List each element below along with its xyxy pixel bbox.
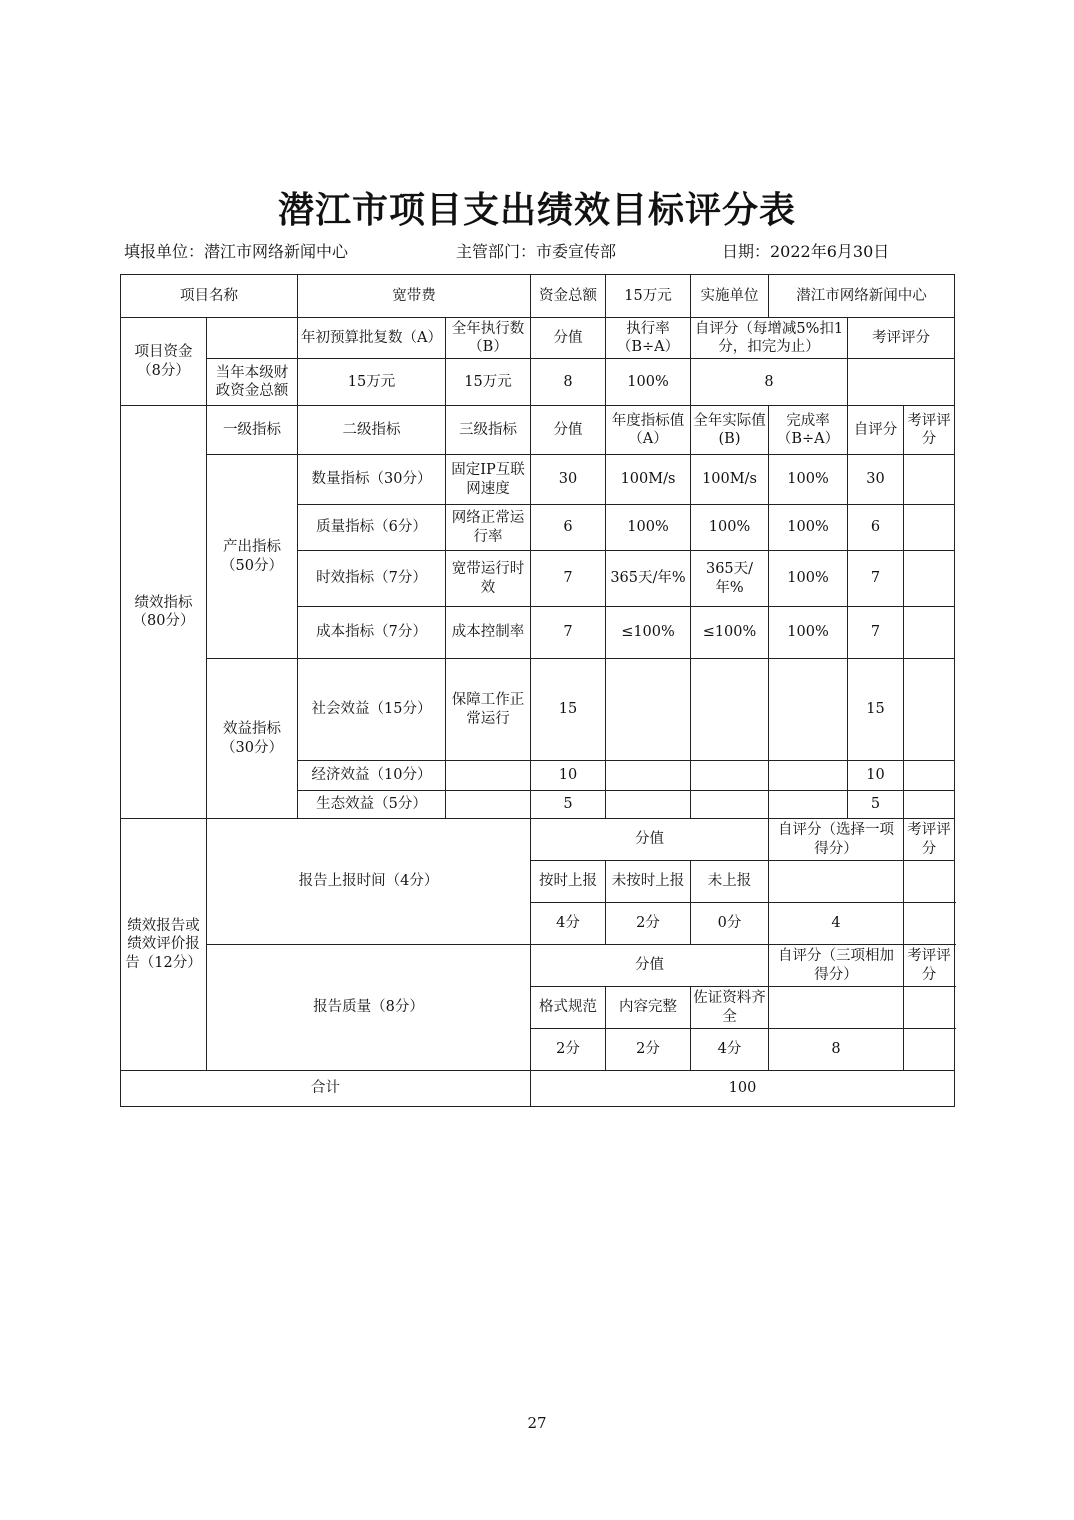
- review-score-cell: [904, 455, 955, 505]
- rate-cell: [769, 761, 848, 791]
- rate-cell: [769, 791, 848, 819]
- perf-section-label: 绩效指标（80分）: [121, 406, 207, 819]
- report-time-points: 0分: [691, 903, 769, 945]
- target-cell: [606, 791, 691, 819]
- self-score-cell: 15: [848, 659, 904, 761]
- report-quality-option: 佐证资料齐全: [691, 987, 769, 1029]
- supervising-dept: 主管部门：市委宣传部: [456, 242, 617, 261]
- perf-header: 完成率（B÷A）: [769, 406, 848, 455]
- perf-header: 全年实际值(B): [691, 406, 769, 455]
- report-time-option: 按时上报: [531, 861, 606, 903]
- level2-cell: 数量指标（30分）: [298, 455, 446, 505]
- self-score-cell: 7: [848, 551, 904, 607]
- review-score-cell: [904, 761, 955, 791]
- total-value: 100: [531, 1071, 955, 1107]
- total-funds: 15万元: [606, 275, 691, 318]
- project-name: 宽带费: [298, 275, 531, 318]
- score-cell: 7: [531, 551, 606, 607]
- report-time-label: 报告上报时间（4分）: [207, 819, 531, 945]
- review-score-cell: [904, 659, 955, 761]
- report-time-review-empty: [904, 861, 955, 903]
- report-time-review-score: [904, 903, 955, 945]
- total-funds-label: 资金总额: [531, 275, 606, 318]
- rate-cell: 100%: [769, 607, 848, 659]
- reporting-unit: 填报单位：潜江市网络新闻中心: [124, 242, 349, 261]
- level3-cell: 保障工作正常运行: [446, 659, 531, 761]
- score-cell: 7: [531, 607, 606, 659]
- report-quality-review-empty: [904, 987, 955, 1029]
- level2-cell: 生态效益（5分）: [298, 791, 446, 819]
- target-cell: 100%: [606, 505, 691, 551]
- level3-cell: 固定IP互联网速度: [446, 455, 531, 505]
- report-section-label: 绩效报告或绩效评价报告（12分）: [121, 819, 207, 1071]
- report-quality-label: 报告质量（8分）: [207, 945, 531, 1071]
- page-number: 27: [527, 1414, 547, 1432]
- score-cell: 5: [531, 791, 606, 819]
- rate-cell: 100%: [769, 551, 848, 607]
- target-cell: [606, 659, 691, 761]
- funds-budget: 15万元: [298, 359, 446, 406]
- report-quality-score-label: 分值: [531, 945, 769, 987]
- report-quality-self-score: 8: [769, 1029, 904, 1071]
- review-score-cell: [904, 791, 955, 819]
- funds-self: 8: [691, 359, 848, 406]
- review-score-cell: [904, 551, 955, 607]
- funds-col-exec: 全年执行数（B）: [446, 318, 531, 359]
- page-title: 潜江市项目支出绩效目标评分表: [277, 189, 796, 231]
- perf-header: 考评评分: [904, 406, 955, 455]
- perf-header: 年度指标值（A）: [606, 406, 691, 455]
- score-cell: 30: [531, 455, 606, 505]
- impl-unit-label: 实施单位: [691, 275, 769, 318]
- funds-col-review: 考评评分: [848, 318, 955, 359]
- level3-cell: 成本控制率: [446, 607, 531, 659]
- self-score-cell: 5: [848, 791, 904, 819]
- perf-header: 一级指标: [207, 406, 298, 455]
- report-quality-self-empty: [769, 987, 904, 1029]
- self-score-cell: 10: [848, 761, 904, 791]
- report-quality-points: 2分: [531, 1029, 606, 1071]
- level2-cell: 质量指标（6分）: [298, 505, 446, 551]
- level3-cell: 网络正常运行率: [446, 505, 531, 551]
- funds-col-score: 分值: [531, 318, 606, 359]
- report-quality-points: 2分: [606, 1029, 691, 1071]
- impl-unit: 潜江市网络新闻中心: [769, 275, 955, 318]
- level2-cell: 社会效益（15分）: [298, 659, 446, 761]
- report-time-self-empty: [769, 861, 904, 903]
- funds-review: [848, 359, 955, 406]
- rate-cell: 100%: [769, 505, 848, 551]
- funds-row-label: 当年本级财政资金总额: [207, 359, 298, 406]
- report-quality-review-score: [904, 1029, 955, 1071]
- report-time-score-label: 分值: [531, 819, 769, 861]
- output-indicator-label: 产出指标（50分）: [207, 455, 298, 659]
- level2-cell: 时效指标（7分）: [298, 551, 446, 607]
- report-time-option: 未按时上报: [606, 861, 691, 903]
- report-time-review-label: 考评评分: [904, 819, 955, 861]
- project-name-label: 项目名称: [121, 275, 298, 318]
- funds-score: 8: [531, 359, 606, 406]
- actual-cell: 365天/年%: [691, 551, 769, 607]
- rate-cell: 100%: [769, 455, 848, 505]
- funds-empty-cell: [207, 318, 298, 359]
- score-table: [120, 274, 955, 1107]
- level3-cell: [446, 791, 531, 819]
- report-time-self-label: 自评分（选择一项得分）: [769, 819, 904, 861]
- actual-cell: 100M/s: [691, 455, 769, 505]
- self-score-cell: 30: [848, 455, 904, 505]
- level3-cell: [446, 761, 531, 791]
- funds-col-self: 自评分（每增减5%扣1分，扣完为止）: [691, 318, 848, 359]
- level2-cell: 成本指标（7分）: [298, 607, 446, 659]
- actual-cell: [691, 791, 769, 819]
- report-time-points: 2分: [606, 903, 691, 945]
- perf-header: 三级指标: [446, 406, 531, 455]
- actual-cell: [691, 659, 769, 761]
- self-score-cell: 6: [848, 505, 904, 551]
- funds-col-rate: 执行率（B÷A）: [606, 318, 691, 359]
- report-quality-option: 格式规范: [531, 987, 606, 1029]
- benefit-indicator-label: 效益指标（30分）: [207, 659, 298, 819]
- funds-rate: 100%: [606, 359, 691, 406]
- target-cell: ≤100%: [606, 607, 691, 659]
- level2-cell: 经济效益（10分）: [298, 761, 446, 791]
- report-time-option: 未上报: [691, 861, 769, 903]
- total-label: 合计: [121, 1071, 531, 1107]
- funds-col-budget: 年初预算批复数（A）: [298, 318, 446, 359]
- actual-cell: [691, 761, 769, 791]
- report-date: 日期：2022年6月30日: [722, 242, 890, 261]
- report-quality-points: 4分: [691, 1029, 769, 1071]
- score-cell: 6: [531, 505, 606, 551]
- review-score-cell: [904, 607, 955, 659]
- report-quality-self-label: 自评分（三项相加得分）: [769, 945, 904, 987]
- report-time-self-score: 4: [769, 903, 904, 945]
- rate-cell: [769, 659, 848, 761]
- review-score-cell: [904, 505, 955, 551]
- report-quality-option: 内容完整: [606, 987, 691, 1029]
- perf-header: 自评分: [848, 406, 904, 455]
- score-cell: 15: [531, 659, 606, 761]
- report-time-points: 4分: [531, 903, 606, 945]
- actual-cell: ≤100%: [691, 607, 769, 659]
- target-cell: [606, 761, 691, 791]
- score-cell: 10: [531, 761, 606, 791]
- target-cell: 365天/年%: [606, 551, 691, 607]
- funds-section-label: 项目资金（8分）: [121, 318, 207, 406]
- self-score-cell: 7: [848, 607, 904, 659]
- level3-cell: 宽带运行时效: [446, 551, 531, 607]
- funds-exec: 15万元: [446, 359, 531, 406]
- report-quality-review-label: 考评评分: [904, 945, 955, 987]
- target-cell: 100M/s: [606, 455, 691, 505]
- perf-header: 分值: [531, 406, 606, 455]
- perf-header: 二级指标: [298, 406, 446, 455]
- actual-cell: 100%: [691, 505, 769, 551]
